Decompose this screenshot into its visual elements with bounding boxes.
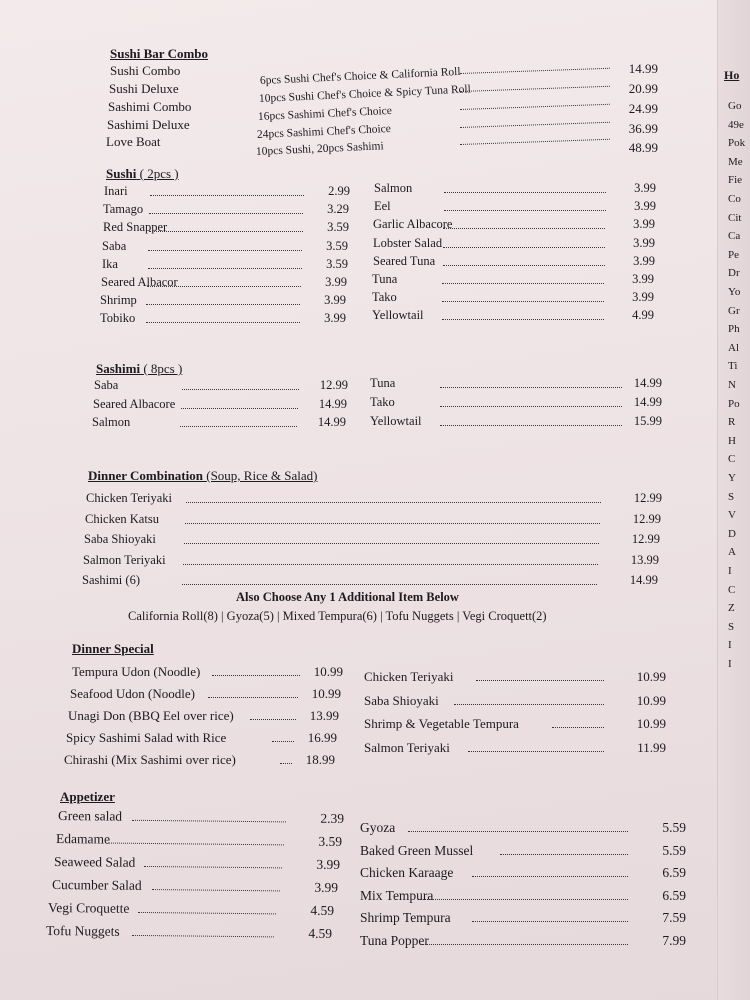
edge-text-fragment: Pe [728, 248, 739, 261]
leader-dots [408, 831, 628, 832]
item-name: Tuna Popper [360, 932, 429, 948]
item-price: 3.99 [633, 235, 655, 250]
menu-item [66, 730, 356, 748]
item-price: 3.99 [325, 275, 347, 289]
item-price: 3.59 [326, 238, 348, 253]
item-price: 2.99 [328, 184, 350, 198]
item-price: 10.99 [636, 692, 666, 708]
item-name: Inari [104, 184, 128, 198]
menu-item [85, 512, 665, 530]
menu-item [360, 910, 700, 928]
section-title: Sushi ( 2pcs ) [106, 166, 179, 181]
leader-dots [147, 286, 301, 287]
item-name: Chicken Katsu [85, 511, 159, 526]
leader-dots [132, 820, 286, 823]
next-page-edge [717, 0, 750, 1000]
menu-item [364, 740, 684, 758]
item-price: 3.99 [632, 272, 654, 286]
menu-item [83, 553, 663, 571]
leader-dots [443, 265, 605, 266]
menu-item [360, 933, 700, 951]
menu-item [373, 254, 663, 272]
item-price: 12.99 [319, 378, 348, 392]
menu-item [372, 308, 662, 326]
item-price: 14.99 [629, 573, 658, 587]
menu-item [370, 414, 670, 432]
item-price: 48.99 [628, 140, 658, 155]
leader-dots [138, 912, 276, 914]
edge-text-fragment: C [728, 583, 736, 596]
menu-item [374, 199, 664, 217]
item-price: 12.99 [631, 532, 660, 546]
menu-item [372, 272, 662, 290]
item-name: Salmon [92, 415, 131, 429]
menu-item [103, 202, 353, 220]
item-price: 14.99 [633, 395, 662, 409]
item-price: 5.59 [662, 820, 686, 835]
item-price: 3.99 [632, 290, 654, 305]
menu-item [52, 877, 352, 898]
leader-dots [442, 301, 604, 302]
section-title: Dinner Combination (Soup, Rice & Salad) [88, 468, 318, 483]
item-price: 6.59 [662, 887, 686, 903]
item-name: Seared Tuna [373, 253, 436, 268]
menu-item [360, 865, 700, 883]
item-price: 15.99 [633, 414, 662, 428]
item-price: 18.99 [305, 752, 335, 767]
leader-dots [208, 697, 298, 698]
leader-dots [476, 680, 604, 681]
item-name: Shrimp & Vegetable Tempura [364, 716, 519, 731]
menu-item [370, 395, 670, 413]
leader-dots [468, 751, 604, 752]
leader-dots [472, 921, 628, 922]
item-name: Gyoza [360, 820, 396, 835]
edge-text-fragment: Yo [728, 286, 741, 298]
leader-dots [444, 210, 606, 211]
leader-dots [454, 704, 604, 705]
edge-text-fragment: Cit [728, 211, 742, 224]
item-name: Sashimi (6) [82, 573, 140, 587]
item-name: Mix Tempura [360, 887, 434, 903]
menu-item [373, 217, 663, 235]
leader-dots [212, 675, 300, 676]
item-name: Tako [370, 395, 395, 409]
section-title: Appetizer [60, 789, 115, 804]
item-name: Edamame [55, 831, 111, 847]
leader-dots [182, 389, 299, 390]
leader-dots [250, 719, 296, 720]
item-price: 10.99 [636, 716, 666, 731]
additional-item-options: California Roll(8) | Gyoza(5) | Mixed Tempura(6) | Tofu Nuggets | Vegi Croquett(2) [128, 609, 547, 623]
leader-dots [444, 192, 606, 193]
item-price: 3.59 [326, 256, 348, 271]
leader-dots [422, 944, 628, 945]
item-price: 11.99 [637, 739, 666, 755]
leader-dots [443, 247, 605, 248]
leader-dots [186, 502, 601, 503]
edge-text-fragment: C [728, 453, 736, 466]
menu-item [58, 808, 358, 829]
item-price: 3.99 [633, 253, 655, 268]
item-name: Sashimi Deluxe [107, 117, 190, 132]
item-name: Garlic Albacore [373, 217, 453, 232]
item-price: 3.99 [634, 181, 656, 195]
item-name: Tofu Nuggets [45, 923, 120, 939]
menu-item [100, 293, 350, 311]
leader-dots [443, 228, 605, 229]
item-name: Red Snapper [103, 220, 168, 235]
edge-text-fragment: Fie [728, 174, 743, 187]
leader-dots [132, 935, 274, 937]
leader-dots [149, 213, 303, 214]
leader-dots [440, 406, 622, 407]
item-description: 16pcs Sashimi Chef's Choice [257, 104, 393, 123]
menu-item [82, 573, 662, 591]
item-name: Unagi Don (BBQ Eel over rice) [68, 708, 234, 723]
edge-text-fragment: Me [728, 155, 743, 168]
item-name: Seared Albacor [101, 275, 178, 289]
item-name: Spicy Sashimi Salad with Rice [66, 730, 227, 745]
item-price: 4.59 [308, 925, 333, 941]
item-price: 3.99 [316, 856, 341, 872]
edge-text-fragment: 49e [728, 118, 744, 131]
item-name: Salmon Teriyaki [83, 552, 166, 567]
leader-dots [182, 584, 597, 585]
item-name: Salmon [374, 181, 413, 195]
item-price: 12.99 [633, 491, 662, 505]
item-description: 24pcs Sashimi Chef's Choice [256, 122, 392, 141]
menu-item [48, 900, 348, 921]
additional-item-heading: Also Choose Any 1 Additional Item Below [236, 590, 459, 604]
item-name: Tamago [103, 202, 144, 217]
item-price: 3.99 [314, 879, 339, 895]
item-price: 36.99 [628, 121, 658, 136]
item-name: Sushi Deluxe [109, 81, 179, 96]
edge-text-fragment: Al [728, 341, 739, 354]
leader-dots [150, 195, 304, 196]
item-name: Tuna [372, 272, 398, 286]
item-price: 3.99 [324, 311, 346, 326]
item-name: Saba Shioyaki [84, 532, 156, 546]
item-price: 5.59 [662, 842, 686, 858]
item-name: Yellowtail [372, 308, 424, 323]
menu-item [72, 664, 362, 682]
edge-text-fragment: Z [728, 602, 735, 615]
leader-dots [146, 322, 300, 323]
item-name: Chirashi (Mix Sashimi over rice) [64, 752, 236, 767]
edge-text-fragment: I [728, 658, 732, 670]
menu-item [364, 716, 684, 734]
item-price: 24.99 [628, 101, 658, 116]
item-price: 3.99 [324, 293, 346, 308]
menu-item [84, 532, 664, 550]
edge-text-fragment: Y [728, 472, 736, 484]
item-name: Love Boat [106, 134, 161, 149]
menu-item [64, 752, 354, 770]
section-title: Sashimi ( 8pcs ) [96, 361, 183, 376]
item-price: 3.99 [633, 217, 655, 232]
leader-dots [185, 523, 600, 524]
menu-item [372, 290, 662, 308]
edge-text-fragment: I [728, 565, 732, 577]
item-name: Saba [102, 238, 127, 253]
item-name: Lobster Salad [373, 235, 443, 250]
leader-dots [148, 250, 302, 251]
item-name: Salmon Teriyaki [364, 739, 450, 755]
item-price: 2.39 [320, 810, 345, 826]
menu-item [373, 236, 663, 254]
edge-text-fragment: S [728, 490, 735, 503]
item-price: 10.99 [311, 686, 341, 701]
item-name: Cucumber Salad [51, 877, 142, 893]
item-name: Saba [94, 378, 119, 392]
item-name: Tuna [370, 376, 396, 390]
item-name: Shrimp [100, 293, 137, 308]
item-description: 10pcs Sushi, 20pcs Sashimi [255, 140, 384, 158]
menu-item [364, 669, 684, 687]
menu-item [86, 491, 666, 509]
item-name: Seaweed Salad [53, 854, 136, 870]
item-name: Yellowtail [370, 414, 422, 428]
item-price: 12.99 [632, 511, 661, 526]
leader-dots [144, 866, 282, 868]
leader-dots [148, 268, 302, 269]
leader-dots [552, 727, 604, 728]
item-name: Chicken Teriyaki [86, 491, 173, 505]
menu-item [46, 923, 346, 944]
item-name: Sashimi Combo [108, 99, 192, 114]
edge-text-fragment: Ca [728, 230, 741, 243]
item-price: 20.99 [628, 81, 658, 96]
leader-dots [184, 543, 599, 544]
item-name: Tobiko [100, 311, 136, 326]
menu-item [100, 311, 350, 329]
leader-dots [152, 889, 280, 891]
menu-item [370, 376, 670, 394]
item-name: Eel [374, 199, 391, 214]
item-name: Shrimp Tempura [360, 910, 451, 925]
item-price: 16.99 [307, 730, 337, 745]
leader-dots [440, 387, 622, 388]
leader-dots [440, 425, 622, 426]
edge-text-fragment: S [728, 620, 735, 633]
section-title: Sushi Bar Combo [110, 46, 209, 61]
edge-text-fragment: H [728, 434, 736, 447]
leader-dots [108, 843, 284, 846]
leader-dots [442, 283, 604, 284]
item-name: Chicken Teriyaki [364, 669, 454, 684]
item-name: Seared Albacore [93, 396, 176, 411]
menu-item [102, 239, 352, 257]
menu-item [364, 693, 684, 711]
menu-item [104, 184, 354, 202]
menu-item [102, 257, 352, 275]
edge-text-fragment: D [728, 527, 736, 540]
edge-text-fragment: Pok [728, 137, 746, 150]
item-price: 3.29 [327, 202, 349, 217]
menu-item [70, 686, 360, 704]
leader-dots [180, 426, 297, 427]
item-price: 13.99 [309, 708, 339, 723]
item-price: 7.99 [662, 932, 686, 948]
item-name: Vegi Croquette [47, 900, 130, 916]
item-price: 6.59 [662, 865, 686, 880]
item-price: 14.99 [633, 376, 662, 390]
edge-text-fragment: Dr [728, 267, 740, 280]
edge-text-fragment: A [728, 546, 736, 559]
item-price: 14.99 [628, 61, 658, 76]
edge-text-fragment: N [728, 379, 736, 391]
edge-text-fragment: Gr [728, 304, 740, 317]
item-name: Chicken Karaage [360, 865, 454, 880]
item-name: Baked Green Mussel [360, 842, 474, 858]
menu-item [103, 220, 353, 238]
item-price: 13.99 [630, 552, 659, 567]
edge-text-fragment: Po [728, 397, 740, 410]
next-page-heading: Ho [724, 68, 740, 82]
item-price: 10.99 [636, 669, 666, 684]
menu-item [94, 378, 354, 396]
leader-dots [146, 304, 300, 305]
item-name: Sushi Combo [110, 63, 181, 78]
menu-item [360, 820, 700, 838]
menu-item [68, 708, 358, 726]
item-name: Tako [372, 290, 397, 305]
item-description: 10pcs Sushi Chef's Choice & Spicy Tuna Roll [258, 83, 472, 105]
leader-dots [442, 319, 604, 320]
edge-text-fragment: Go [728, 100, 742, 112]
menu-item [92, 415, 352, 433]
menu-item [93, 397, 353, 415]
edge-text-fragment: I [728, 639, 732, 652]
leader-dots [420, 899, 628, 900]
menu-item [374, 181, 664, 199]
menu-item [56, 831, 356, 852]
edge-text-fragment: V [728, 509, 736, 522]
item-name: Green salad [57, 808, 123, 824]
item-price: 3.99 [634, 199, 656, 214]
leader-dots [183, 564, 598, 565]
item-name: Seafood Udon (Noodle) [70, 686, 195, 701]
leader-dots [181, 408, 298, 409]
item-price: 4.99 [632, 308, 654, 323]
item-name: Tempura Udon (Noodle) [72, 664, 201, 679]
item-price: 4.59 [310, 902, 335, 918]
item-price: 14.99 [317, 415, 346, 429]
item-price: 3.59 [327, 220, 349, 235]
edge-text-fragment: Ph [728, 323, 740, 336]
edge-text-fragment: Ti [728, 360, 738, 373]
edge-text-fragment: Co [728, 193, 741, 205]
item-price: 3.59 [318, 833, 343, 849]
item-description: 6pcs Sushi Chef's Choice & California Roll [259, 65, 461, 87]
leader-dots [149, 231, 303, 232]
item-name: Saba Shioyaki [364, 692, 439, 708]
menu-item [101, 275, 351, 293]
item-price: 7.59 [662, 910, 686, 925]
menu-item [54, 854, 354, 875]
item-price: 14.99 [318, 396, 347, 411]
item-price: 10.99 [313, 664, 343, 679]
edge-text-fragment: R [728, 416, 736, 429]
menu-item [360, 843, 700, 861]
section-title: Dinner Special [72, 641, 154, 656]
menu-item [360, 888, 700, 906]
leader-dots [500, 854, 628, 855]
item-name: Ika [102, 256, 118, 271]
leader-dots [472, 876, 628, 877]
